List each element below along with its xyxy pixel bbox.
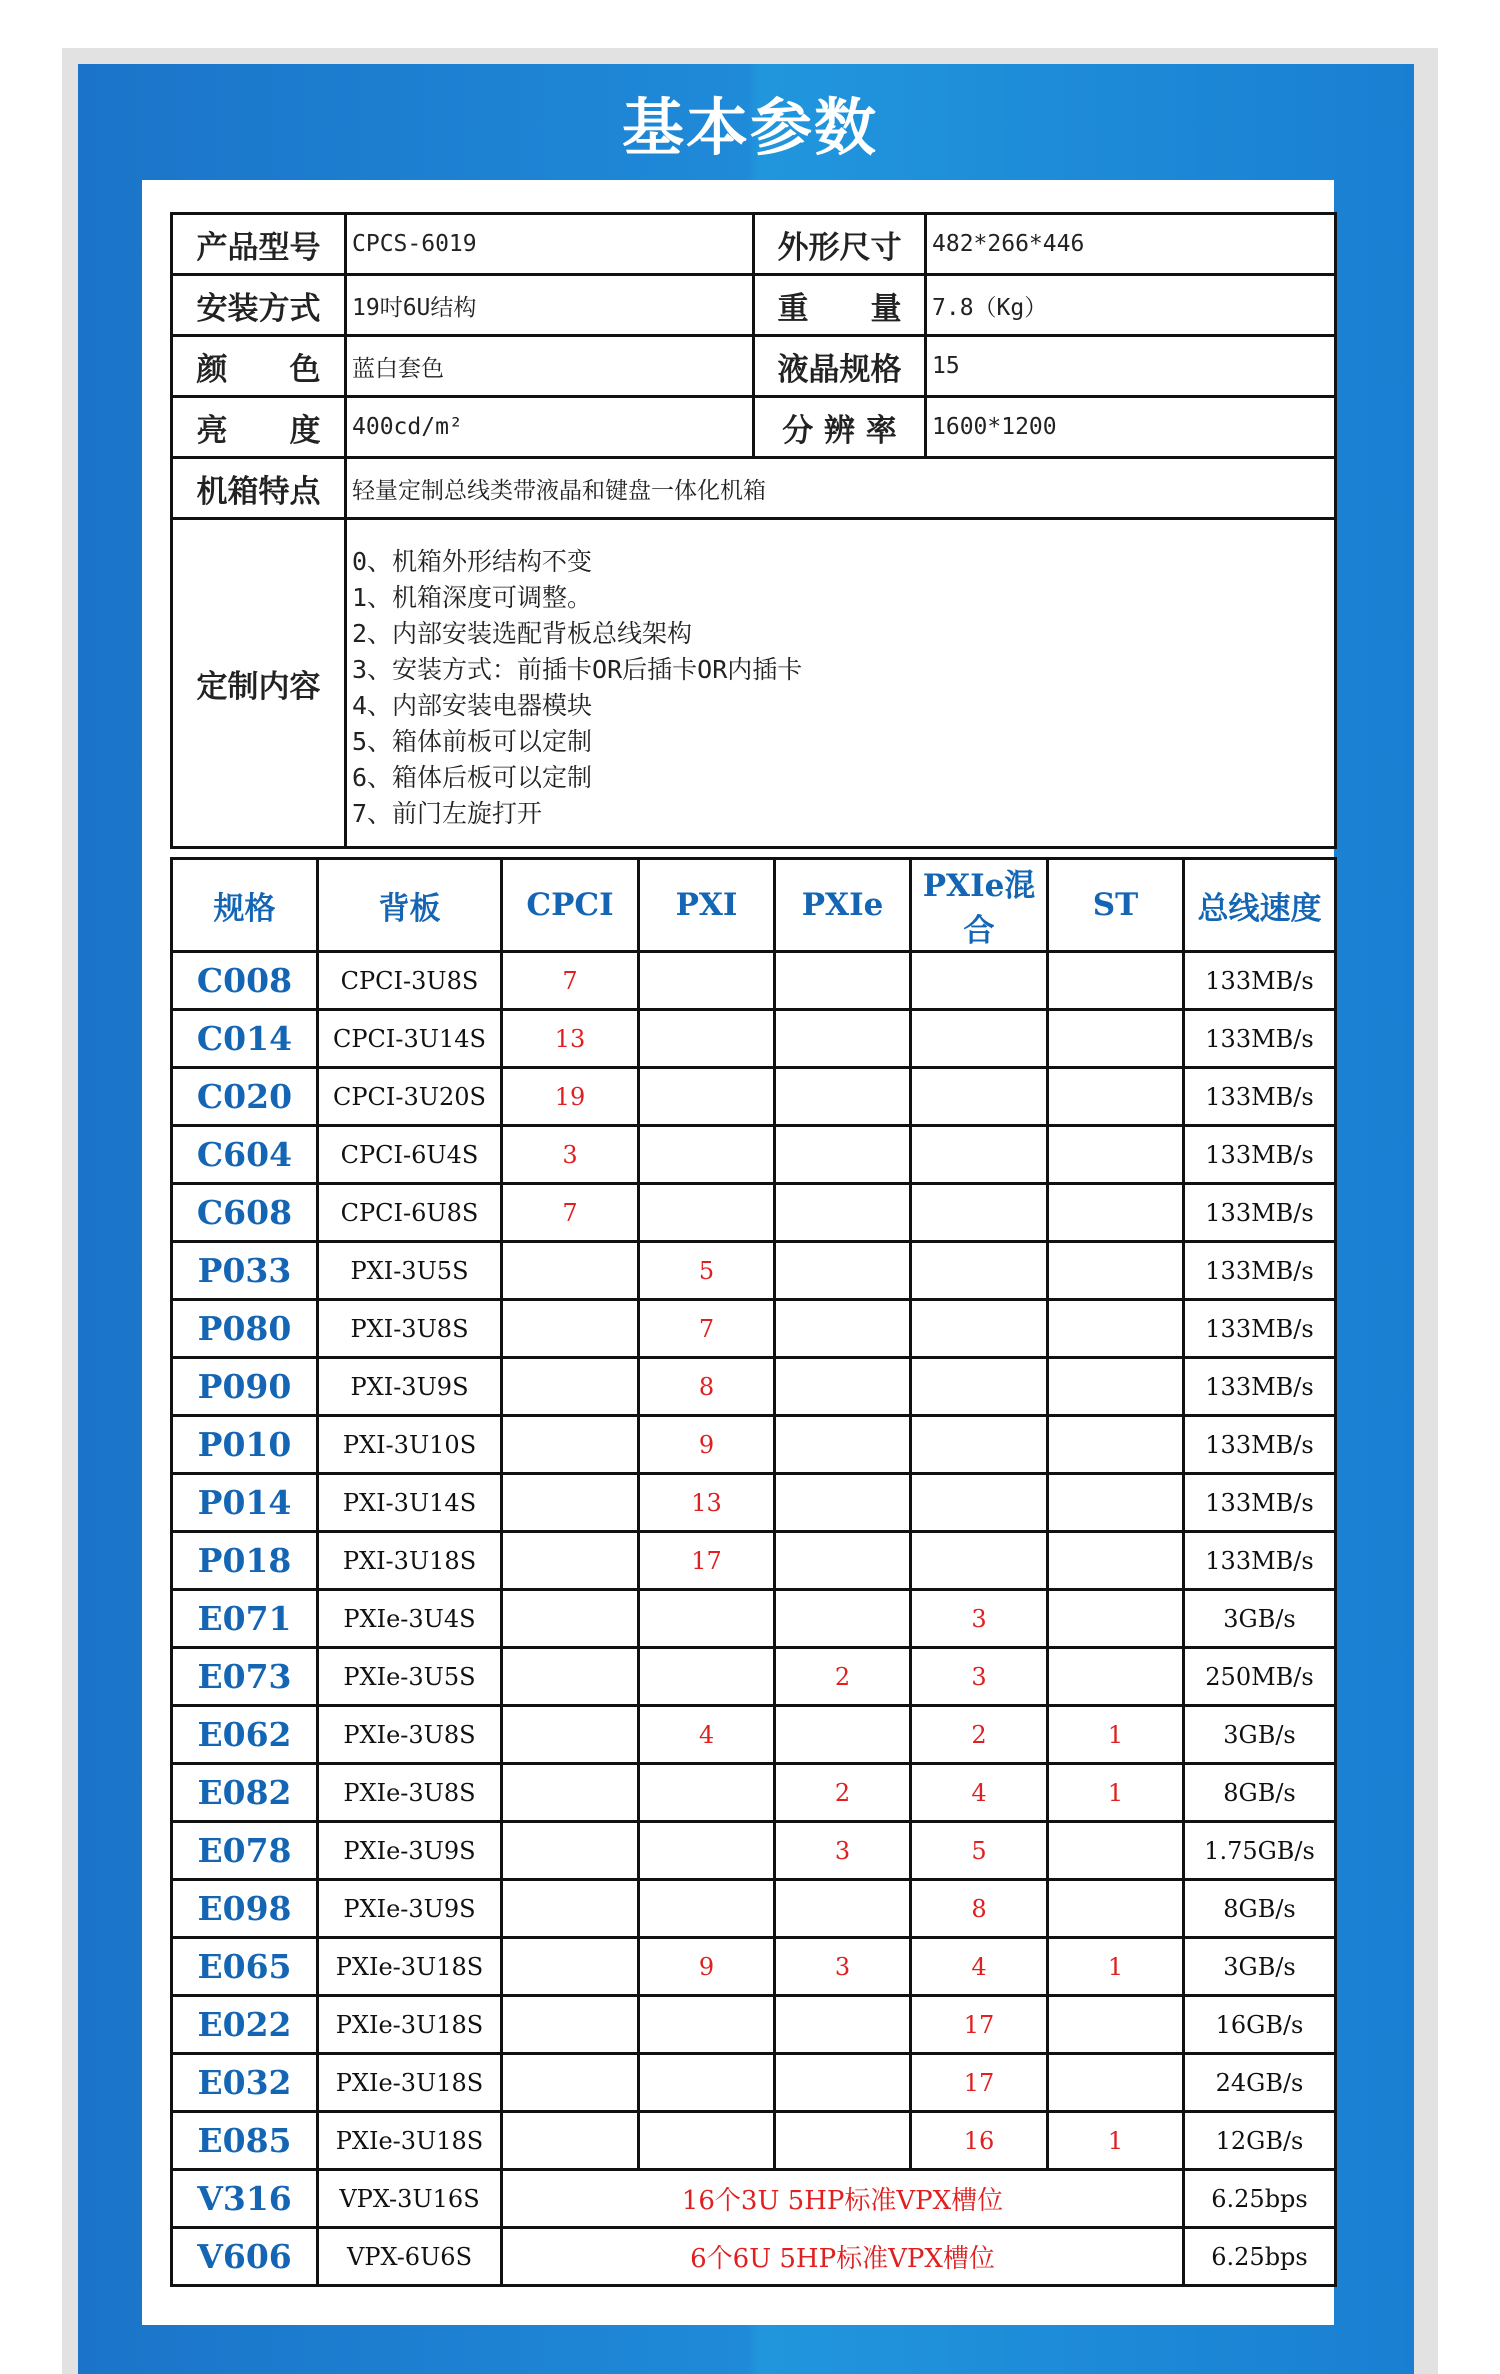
custom-item: 4、内部安装电器模块 (352, 691, 593, 720)
cpci-count: 7 (502, 952, 639, 1010)
st-count (1048, 1126, 1184, 1184)
bus-speed: 133MB/s (1184, 1242, 1336, 1300)
pxi-count (639, 1184, 775, 1242)
table-row (172, 952, 1336, 1010)
weight-value: 7.8（Kg） (926, 275, 1336, 336)
spec-code: E078 (172, 1822, 318, 1880)
backplane: CPCI-6U8S (318, 1184, 502, 1242)
backplane: PXIe-3U18S (318, 1996, 502, 2054)
st-count (1048, 952, 1184, 1010)
table-row (172, 1010, 1336, 1068)
backplane: PXIe-3U8S (318, 1764, 502, 1822)
spec-code: P010 (172, 1416, 318, 1474)
size-value: 482*266*446 (926, 214, 1336, 275)
st-count (1048, 1822, 1184, 1880)
pxie-count (775, 1126, 911, 1184)
size-label: 外形尺寸 (754, 214, 926, 275)
table-row (172, 1822, 1336, 1880)
spec-code: P033 (172, 1242, 318, 1300)
pxi-count (639, 2112, 775, 2170)
spec-code: C008 (172, 952, 318, 1010)
backplane: PXI-3U18S (318, 1532, 502, 1590)
backplane: PXI-3U9S (318, 1358, 502, 1416)
pxie-hybrid-count: 17 (911, 2054, 1048, 2112)
cpci-count (502, 1996, 639, 2054)
cpci-count (502, 1358, 639, 1416)
pxie-hybrid-count: 16 (911, 2112, 1048, 2170)
spec-code: E071 (172, 1590, 318, 1648)
table-row (172, 1068, 1336, 1126)
custom-item: 2、内部安装选配背板总线架构 (352, 619, 693, 648)
header-pxie-hybrid: PXIe混合 (911, 859, 1048, 952)
spec-header-row (172, 859, 1336, 952)
header-st: ST (1048, 859, 1184, 952)
pxie-count: 3 (775, 1822, 911, 1880)
table-row (172, 1416, 1336, 1474)
cpci-count: 3 (502, 1126, 639, 1184)
table-row (172, 1648, 1336, 1706)
table-row (172, 2054, 1336, 2112)
color-value: 蓝白套色 (346, 336, 754, 397)
pxie-hybrid-count (911, 1416, 1048, 1474)
st-count (1048, 1010, 1184, 1068)
spec-code: E065 (172, 1938, 318, 1996)
resolution-value: 1600*1200 (926, 397, 1336, 458)
info-row (172, 397, 1336, 458)
spec-code: P080 (172, 1300, 318, 1358)
pxie-hybrid-count (911, 952, 1048, 1010)
backplane: PXI-3U5S (318, 1242, 502, 1300)
backplane: PXIe-3U5S (318, 1648, 502, 1706)
bus-speed: 3GB/s (1184, 1938, 1336, 1996)
cpci-count: 19 (502, 1068, 639, 1126)
bus-speed: 12GB/s (1184, 2112, 1336, 2170)
bus-speed: 3GB/s (1184, 1706, 1336, 1764)
custom-item: 7、前门左旋打开 (352, 799, 543, 828)
bus-speed: 133MB/s (1184, 1126, 1336, 1184)
model-label: 产品型号 (172, 214, 346, 275)
bus-speed: 133MB/s (1184, 952, 1336, 1010)
pxie-count (775, 1068, 911, 1126)
pxie-count (775, 1532, 911, 1590)
pxie-hybrid-count (911, 1126, 1048, 1184)
backplane: PXIe-3U9S (318, 1822, 502, 1880)
header-bus-speed: 总线速度 (1184, 859, 1336, 952)
pxi-count (639, 1880, 775, 1938)
spec-code: E098 (172, 1880, 318, 1938)
feature-label: 机箱特点 (172, 458, 346, 519)
pxie-hybrid-count (911, 1474, 1048, 1532)
table-row (172, 1880, 1336, 1938)
table-row (172, 1300, 1336, 1358)
pxi-count: 13 (639, 1474, 775, 1532)
pxie-hybrid-count (911, 1068, 1048, 1126)
bus-speed: 6.25bps (1184, 2170, 1336, 2228)
st-count: 1 (1048, 1938, 1184, 1996)
bus-speed: 16GB/s (1184, 1996, 1336, 2054)
header-pxi: PXI (639, 859, 775, 952)
backplane: CPCI-3U20S (318, 1068, 502, 1126)
st-count: 1 (1048, 2112, 1184, 2170)
pxie-hybrid-count: 4 (911, 1938, 1048, 1996)
cpci-count (502, 1822, 639, 1880)
pxie-hybrid-count (911, 1184, 1048, 1242)
st-count (1048, 1068, 1184, 1126)
basic-info-table (170, 212, 1337, 849)
pxie-hybrid-count (911, 1358, 1048, 1416)
pxie-hybrid-count: 3 (911, 1590, 1048, 1648)
cpci-count (502, 1532, 639, 1590)
pxi-count (639, 1590, 775, 1648)
pxie-hybrid-count (911, 1300, 1048, 1358)
pxi-count: 9 (639, 1416, 775, 1474)
bus-speed: 133MB/s (1184, 1300, 1336, 1358)
pxie-count: 3 (775, 1938, 911, 1996)
cpci-count (502, 1648, 639, 1706)
bus-speed: 133MB/s (1184, 1184, 1336, 1242)
cpci-count (502, 1880, 639, 1938)
table-row (172, 1358, 1336, 1416)
spec-code: C608 (172, 1184, 318, 1242)
bus-speed: 133MB/s (1184, 1532, 1336, 1590)
spec-code: E085 (172, 2112, 318, 2170)
feature-value: 轻量定制总线类带液晶和键盘一体化机箱 (346, 458, 1336, 519)
cpci-count (502, 1764, 639, 1822)
backplane: VPX-3U16S (318, 2170, 502, 2228)
pxie-count (775, 1184, 911, 1242)
st-count (1048, 1242, 1184, 1300)
pxie-hybrid-count (911, 1242, 1048, 1300)
pxi-count (639, 1996, 775, 2054)
table-row (172, 1474, 1336, 1532)
pxie-count: 2 (775, 1648, 911, 1706)
cpci-count: 7 (502, 1184, 639, 1242)
info-row (172, 519, 1336, 848)
cpci-count (502, 1938, 639, 1996)
spec-table (170, 857, 1337, 2287)
backplane: CPCI-3U14S (318, 1010, 502, 1068)
cpci-count (502, 1242, 639, 1300)
cpci-count (502, 1416, 639, 1474)
info-row (172, 336, 1336, 397)
backplane: PXIe-3U4S (318, 1590, 502, 1648)
table-row (172, 1706, 1336, 1764)
custom-item: 6、箱体后板可以定制 (352, 763, 593, 792)
st-count: 1 (1048, 1706, 1184, 1764)
page-title: 基本参数 (621, 91, 878, 164)
pxie-count: 2 (775, 1764, 911, 1822)
info-row (172, 214, 1336, 275)
pxie-hybrid-count: 2 (911, 1706, 1048, 1764)
table-row (172, 1242, 1336, 1300)
st-count (1048, 1996, 1184, 2054)
st-count (1048, 1590, 1184, 1648)
cpci-count (502, 1300, 639, 1358)
pxie-count (775, 1416, 911, 1474)
spec-code: P018 (172, 1532, 318, 1590)
lcd-value: 15 (926, 336, 1336, 397)
vpx-slots: 16个3U 5HP标准VPX槽位 (502, 2170, 1184, 2228)
cpci-count (502, 1474, 639, 1532)
spec-code: E022 (172, 1996, 318, 2054)
backplane: PXIe-3U9S (318, 1880, 502, 1938)
spec-code: C014 (172, 1010, 318, 1068)
table-row (172, 2112, 1336, 2170)
spec-code: E082 (172, 1764, 318, 1822)
lcd-label: 液晶规格 (754, 336, 926, 397)
cpci-count (502, 1590, 639, 1648)
pxie-count (775, 1010, 911, 1068)
pxie-count (775, 1880, 911, 1938)
pxie-count (775, 1300, 911, 1358)
table-row (172, 2170, 1336, 2228)
header-backplane: 背板 (318, 859, 502, 952)
bus-speed: 133MB/s (1184, 1474, 1336, 1532)
cpci-count (502, 2054, 639, 2112)
spec-code: P014 (172, 1474, 318, 1532)
spec-code: V316 (172, 2170, 318, 2228)
table-row (172, 1996, 1336, 2054)
pxie-hybrid-count: 8 (911, 1880, 1048, 1938)
mount-label: 安装方式 (172, 275, 346, 336)
custom-label: 定制内容 (172, 519, 346, 848)
spec-code: E073 (172, 1648, 318, 1706)
bus-speed: 8GB/s (1184, 1764, 1336, 1822)
st-count (1048, 1300, 1184, 1358)
pxi-count (639, 2054, 775, 2112)
st-count: 1 (1048, 1764, 1184, 1822)
cpci-count (502, 2112, 639, 2170)
table-row (172, 1184, 1336, 1242)
backplane: CPCI-6U4S (318, 1126, 502, 1184)
backplane: PXI-3U10S (318, 1416, 502, 1474)
pxi-count (639, 1068, 775, 1126)
pxi-count: 8 (639, 1358, 775, 1416)
pxie-count (775, 1242, 911, 1300)
st-count (1048, 1358, 1184, 1416)
backplane: PXIe-3U18S (318, 2054, 502, 2112)
st-count (1048, 1474, 1184, 1532)
header-cpci: CPCI (502, 859, 639, 952)
pxie-count (775, 1996, 911, 2054)
pxi-count: 7 (639, 1300, 775, 1358)
pxi-count (639, 952, 775, 1010)
bus-speed: 133MB/s (1184, 1010, 1336, 1068)
table-row (172, 1938, 1336, 1996)
cpci-count (502, 1706, 639, 1764)
pxie-count (775, 2112, 911, 2170)
spec-code: P090 (172, 1358, 318, 1416)
table-row (172, 2228, 1336, 2286)
bus-speed: 24GB/s (1184, 2054, 1336, 2112)
st-count (1048, 1880, 1184, 1938)
bus-speed: 3GB/s (1184, 1590, 1336, 1648)
bus-speed: 133MB/s (1184, 1416, 1336, 1474)
resolution-label: 分 辨 率 (754, 397, 926, 458)
table-row (172, 1590, 1336, 1648)
weight-label: 重 量 (754, 275, 926, 336)
backplane: VPX-6U6S (318, 2228, 502, 2286)
pxi-count (639, 1822, 775, 1880)
pxie-count (775, 1474, 911, 1532)
vpx-slots: 6个6U 5HP标准VPX槽位 (502, 2228, 1184, 2286)
st-count (1048, 1184, 1184, 1242)
bus-speed: 133MB/s (1184, 1358, 1336, 1416)
bus-speed: 250MB/s (1184, 1648, 1336, 1706)
pxi-count (639, 1126, 775, 1184)
custom-item: 5、箱体前板可以定制 (352, 727, 593, 756)
table-row (172, 1764, 1336, 1822)
bus-speed: 133MB/s (1184, 1068, 1336, 1126)
header-spec: 规格 (172, 859, 318, 952)
pxi-count (639, 1010, 775, 1068)
custom-item: 3、安装方式：前插卡OR后插卡OR内插卡 (352, 655, 803, 684)
pxie-hybrid-count: 5 (911, 1822, 1048, 1880)
pxie-hybrid-count: 17 (911, 1996, 1048, 2054)
pxi-count: 17 (639, 1532, 775, 1590)
mount-value: 19吋6U结构 (346, 275, 754, 336)
pxi-count: 9 (639, 1938, 775, 1996)
pxi-count (639, 1648, 775, 1706)
st-count (1048, 1532, 1184, 1590)
cpci-count: 13 (502, 1010, 639, 1068)
spec-code: V606 (172, 2228, 318, 2286)
st-count (1048, 1648, 1184, 1706)
pxie-count (775, 952, 911, 1010)
backplane: CPCI-3U8S (318, 952, 502, 1010)
custom-list (346, 519, 1336, 848)
bus-speed: 1.75GB/s (1184, 1822, 1336, 1880)
pxie-count (775, 1358, 911, 1416)
brightness-value: 400cd/m² (346, 397, 754, 458)
pxie-hybrid-count (911, 1010, 1048, 1068)
pxie-count (775, 2054, 911, 2112)
pxie-count (775, 1590, 911, 1648)
pxi-count (639, 1764, 775, 1822)
backplane: PXI-3U14S (318, 1474, 502, 1532)
pxie-hybrid-count (911, 1532, 1048, 1590)
model-value: CPCS-6019 (346, 214, 754, 275)
custom-item: 1、机箱深度可调整。 (352, 583, 593, 612)
backplane: PXIe-3U18S (318, 1938, 502, 1996)
st-count (1048, 1416, 1184, 1474)
pxi-count: 4 (639, 1706, 775, 1764)
spec-code: C020 (172, 1068, 318, 1126)
backplane: PXIe-3U18S (318, 2112, 502, 2170)
pxi-count: 5 (639, 1242, 775, 1300)
backplane: PXIe-3U8S (318, 1706, 502, 1764)
color-label: 颜 色 (172, 336, 346, 397)
spec-code: C604 (172, 1126, 318, 1184)
info-row (172, 458, 1336, 519)
pxie-hybrid-count: 4 (911, 1764, 1048, 1822)
table-row (172, 1532, 1336, 1590)
custom-item: 0、机箱外形结构不变 (352, 547, 593, 576)
header-pxie: PXIe (775, 859, 911, 952)
brightness-label: 亮 度 (172, 397, 346, 458)
spec-code: E032 (172, 2054, 318, 2112)
pxie-hybrid-count: 3 (911, 1648, 1048, 1706)
backplane: PXI-3U8S (318, 1300, 502, 1358)
table-row (172, 1126, 1336, 1184)
bus-speed: 8GB/s (1184, 1880, 1336, 1938)
spec-body (172, 952, 1336, 2286)
info-row (172, 275, 1336, 336)
st-count (1048, 2054, 1184, 2112)
bus-speed: 6.25bps (1184, 2228, 1336, 2286)
spec-code: E062 (172, 1706, 318, 1764)
pxie-count (775, 1706, 911, 1764)
